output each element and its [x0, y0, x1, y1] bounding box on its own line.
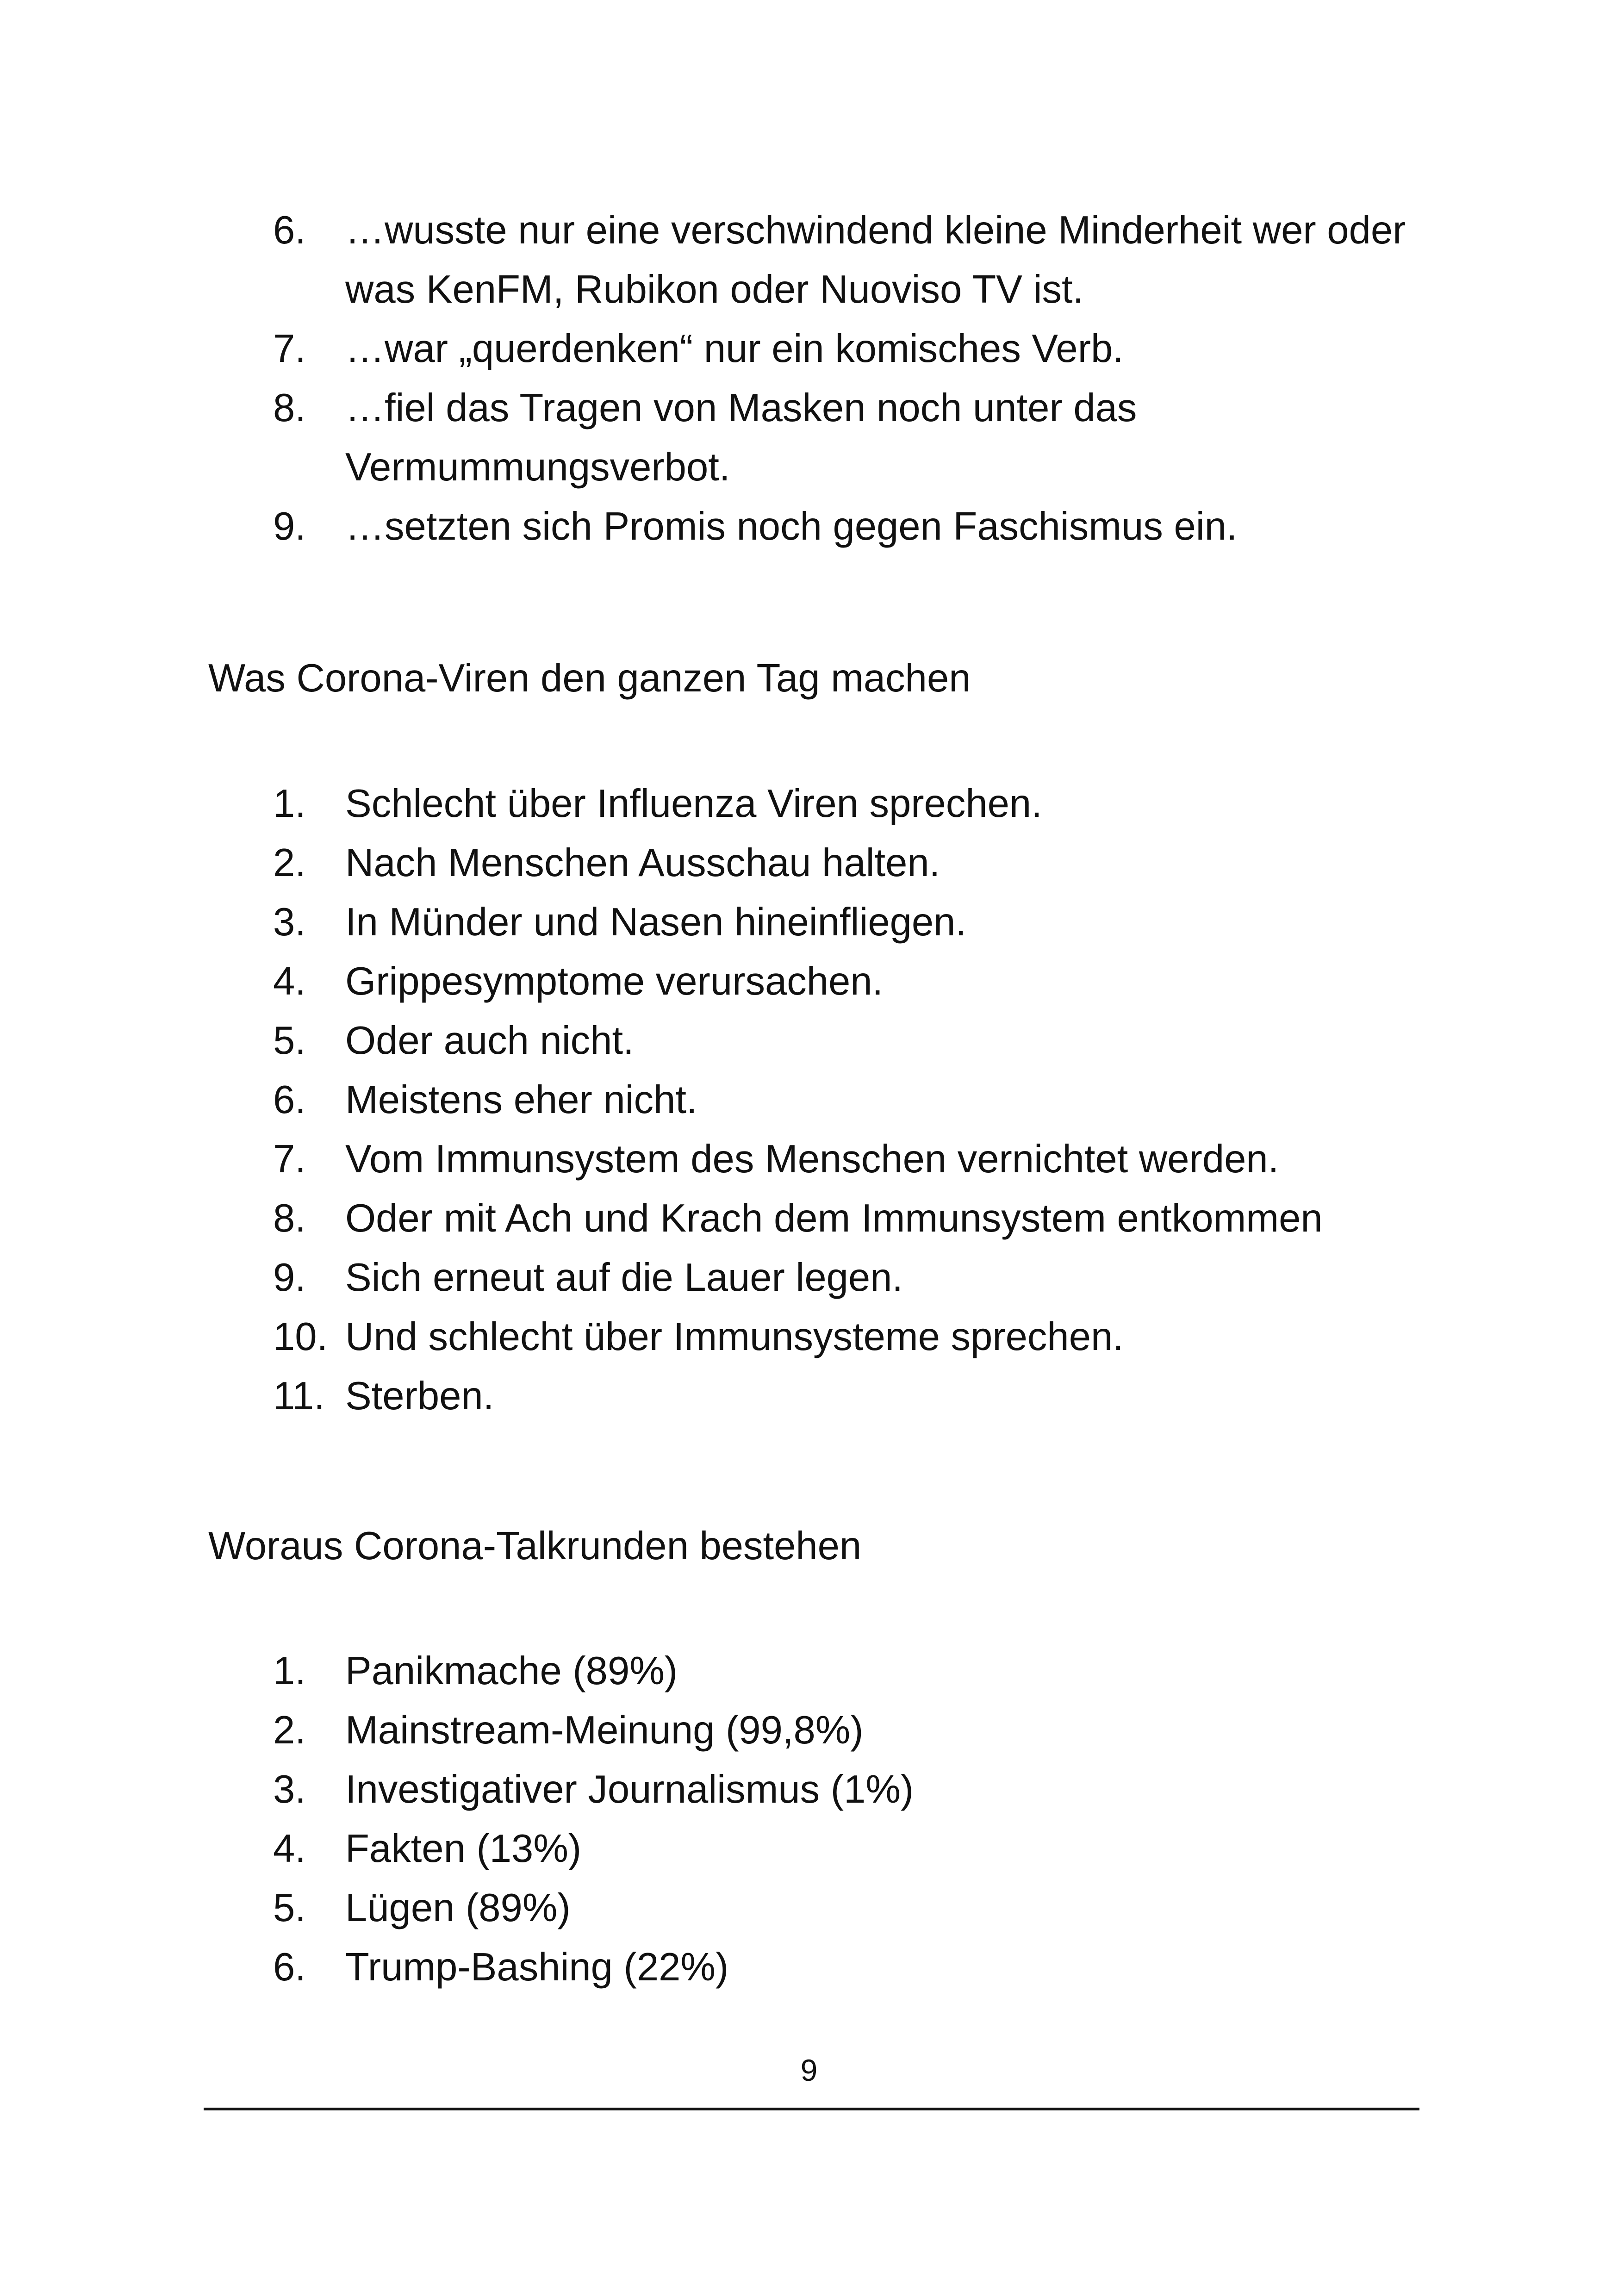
section-heading-viren: Was Corona-Viren den ganzen Tag machen	[208, 656, 971, 700]
list-item	[273, 1938, 1439, 1997]
list-number: 8.	[273, 386, 306, 430]
list-number: 9.	[273, 1256, 306, 1300]
list-item	[273, 952, 1439, 1011]
list-number: 3.	[273, 1767, 306, 1811]
list-text: Meistens eher nicht.	[345, 1078, 697, 1122]
list-item	[273, 774, 1439, 834]
list-text: Investigativer Journalismus (1%)	[345, 1767, 914, 1811]
page-number: 9	[800, 2053, 818, 2087]
list-number: 8.	[273, 1196, 306, 1240]
list-item	[273, 834, 1439, 893]
list-text: Lügen (89%)	[345, 1886, 571, 1930]
list-number: 6.	[273, 1945, 306, 1989]
list-text: Nach Menschen Ausschau halten.	[345, 841, 940, 885]
list-item	[273, 893, 1439, 952]
talk-list	[273, 1642, 1439, 1997]
list-text: …war „querdenken“ nur ein komisches Verb.	[345, 327, 1124, 371]
list-item	[273, 1819, 1439, 1879]
list-number: 10.	[273, 1315, 328, 1359]
list-number: 6.	[273, 208, 306, 252]
list-item	[273, 1248, 1439, 1307]
list-number: 4.	[273, 1827, 306, 1871]
list-item	[273, 1879, 1439, 1938]
list-item	[273, 379, 1439, 497]
list-text: …fiel das Tragen von Masken noch unter das Vermummungsverbot.	[345, 386, 1137, 489]
list-number: 9.	[273, 504, 306, 548]
list-number: 2.	[273, 1708, 306, 1752]
intro-list	[273, 201, 1439, 556]
list-text: …wusste nur eine verschwindend kleine Minderheit wer oder was KenFM, Rubikon oder Nuoviso TV ist.	[345, 208, 1406, 311]
list-number: 4.	[273, 959, 306, 1003]
list-item	[273, 1701, 1439, 1760]
list-number: 1.	[273, 1649, 306, 1693]
list-item	[273, 1367, 1439, 1426]
list-number: 7.	[273, 327, 306, 371]
list-item	[273, 1307, 1439, 1367]
list-number: 3.	[273, 900, 306, 944]
list-text: Sterben.	[345, 1374, 494, 1418]
list-text: Fakten (13%)	[345, 1827, 582, 1871]
list-text: Grippesymptome verursachen.	[345, 959, 884, 1003]
list-text: Trump-Bashing (22%)	[345, 1945, 729, 1989]
list-text: Mainstream-Meinung (99,8%)	[345, 1708, 864, 1752]
list-number: 5.	[273, 1019, 306, 1063]
list-item	[273, 1642, 1439, 1701]
list-number: 6.	[273, 1078, 306, 1122]
list-item	[273, 1070, 1439, 1130]
list-item	[273, 1130, 1439, 1189]
list-text: In Münder und Nasen hineinfliegen.	[345, 900, 967, 944]
list-text: …setzten sich Promis noch gegen Faschismus ein.	[345, 504, 1238, 548]
list-item	[273, 497, 1439, 556]
list-text: Sich erneut auf die Lauer legen.	[345, 1256, 903, 1300]
list-number: 7.	[273, 1137, 306, 1181]
list-text: Oder mit Ach und Krach dem Immunsystem entkommen	[345, 1196, 1323, 1240]
list-item	[273, 1189, 1439, 1248]
list-number: 1.	[273, 782, 306, 826]
list-item	[273, 201, 1439, 319]
footer-divider	[204, 2108, 1419, 2110]
list-text: Panikmache (89%)	[345, 1649, 678, 1693]
section-heading-talk: Woraus Corona-Talkrunden bestehen	[208, 1524, 862, 1568]
viren-list	[273, 774, 1439, 1426]
list-text: Schlecht über Influenza Viren sprechen.	[345, 782, 1042, 826]
list-text: Vom Immunsystem des Menschen vernichtet werden.	[345, 1137, 1279, 1181]
list-item	[273, 1760, 1439, 1819]
list-number: 2.	[273, 841, 306, 885]
list-number: 5.	[273, 1886, 306, 1930]
list-item	[273, 319, 1439, 379]
list-number: 11.	[273, 1374, 325, 1418]
list-text: Oder auch nicht.	[345, 1019, 634, 1063]
list-item	[273, 1011, 1439, 1070]
list-text: Und schlecht über Immunsysteme sprechen.	[345, 1315, 1124, 1359]
